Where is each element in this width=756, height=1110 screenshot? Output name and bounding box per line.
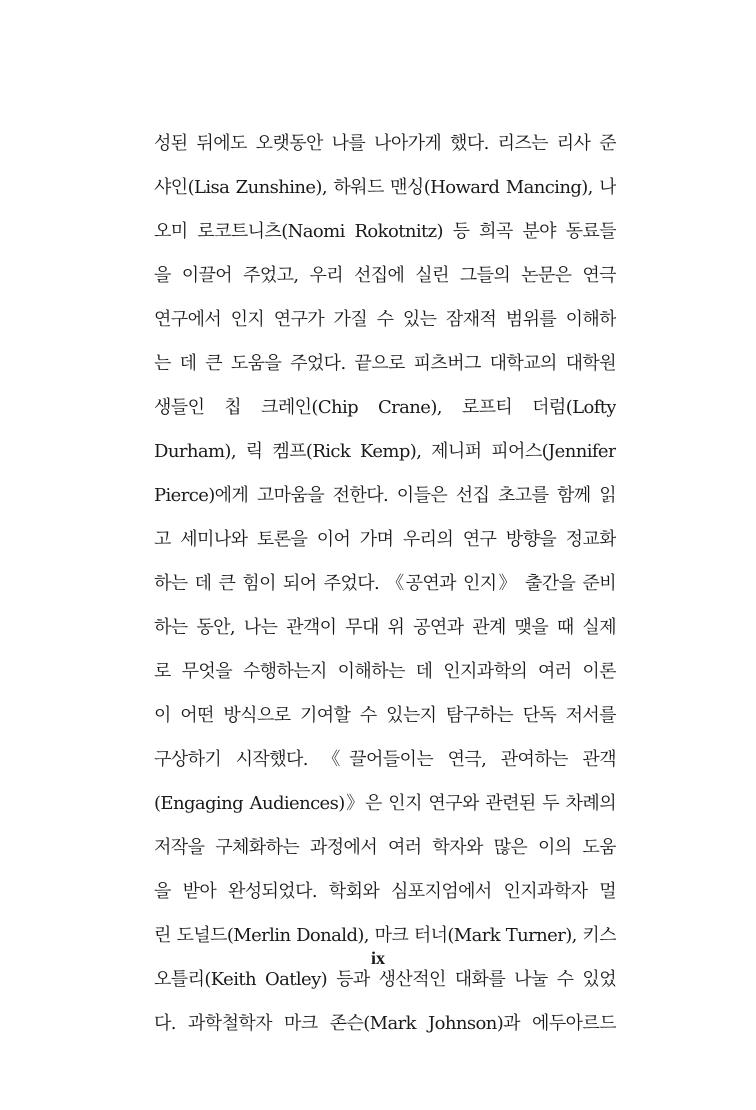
text-line: 연구에서 인지 연구가 가질 수 있는 잠재적 범위를 이해하 xyxy=(154,309,616,330)
text-line: 저작을 구체화하는 과정에서 여러 학자와 많은 이의 도움 xyxy=(154,837,616,858)
text-line: 샤인(Lisa Zunshine), 하워드 맨싱(Howard Mancing), 나 xyxy=(154,177,616,198)
text-line: 구상하기 시작했다. 《끌어들이는 연극, 관여하는 관객 xyxy=(154,749,616,770)
text-line: 하는 동안, 나는 관객이 무대 위 공연과 관계 맺을 때 실제 xyxy=(154,617,616,638)
text-line: 로 무엇을 수행하는지 이해하는 데 인지과학의 여러 이론 xyxy=(154,661,616,682)
text-line: 는 데 큰 도움을 주었다. 끝으로 피츠버그 대학교의 대학원 xyxy=(154,353,616,374)
text-line: 오틀리(Keith Oatley) 등과 생산적인 대화를 나눌 수 있었 xyxy=(154,969,616,990)
text-line: 하는 데 큰 힘이 되어 주었다. 《공연과 인지》 출간을 준비 xyxy=(154,573,616,594)
text-line: 성된 뒤에도 오랫동안 나를 나아가게 했다. 리즈는 리사 준 xyxy=(154,133,616,154)
text-line: Durham), 릭 켐프(Rick Kemp), 제니퍼 피어스(Jennifer xyxy=(154,441,616,462)
text-line: 린 도널드(Merlin Donald), 마크 터너(Mark Turner), 키스 xyxy=(154,925,616,946)
text-line: 을 받아 완성되었다. 학회와 심포지엄에서 인지과학자 멀 xyxy=(154,881,616,902)
text-line: 생들인 칩 크레인(Chip Crane), 로프티 더럼(Lofty xyxy=(154,397,616,418)
text-line: 오미 로코트니츠(Naomi Rokotnitz) 등 희곡 분야 동료들 xyxy=(154,221,616,242)
body-text xyxy=(154,122,616,1046)
text-line: Pierce)에게 고마움을 전한다. 이들은 선집 초고를 함께 읽 xyxy=(154,485,616,506)
text-line: 고 세미나와 토론을 이어 가며 우리의 연구 방향을 정교화 xyxy=(154,529,616,550)
text-line: 을 이끌어 주었고, 우리 선집에 실린 그들의 논문은 연극 xyxy=(154,265,616,286)
text-line: 다. 과학철학자 마크 존슨(Mark Johnson)과 에두아르드 xyxy=(154,1013,616,1034)
text-line: 이 어떤 방식으로 기여할 수 있는지 탐구하는 단독 저서를 xyxy=(154,705,616,726)
text-line: (Engaging Audiences)》은 인지 연구와 관련된 두 차례의 xyxy=(154,793,616,814)
page-number: ix xyxy=(370,948,385,968)
